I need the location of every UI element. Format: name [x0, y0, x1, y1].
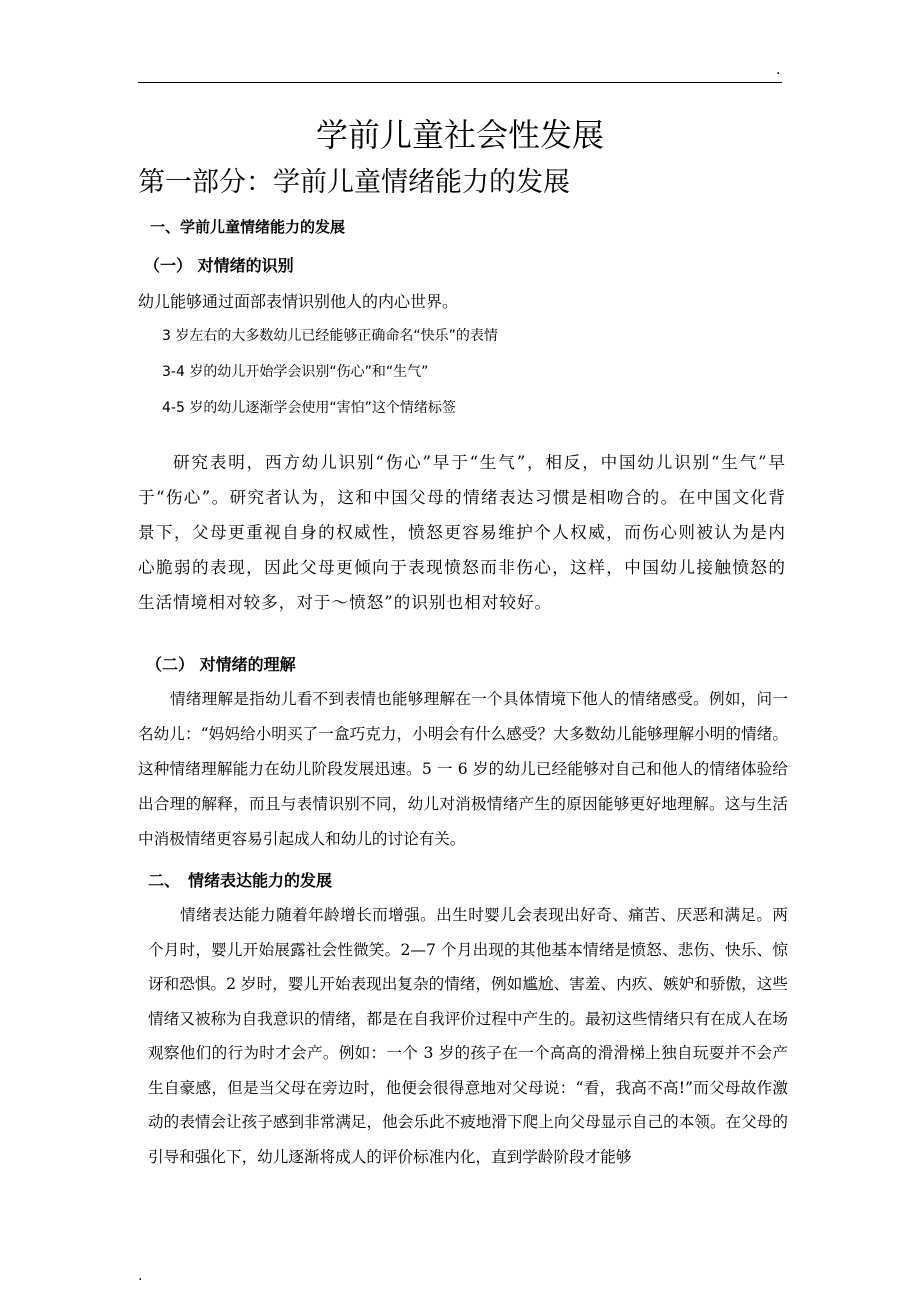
sub2-paragraph: 情绪理解是指幼儿看不到表情也能够理解在一个具体情境下他人的情绪感受。例如，问一名幼儿：“妈妈给小明买了一盒巧克力，小明会有什么感受？大多数幼儿能够理解小明的情绪。这种情绪理解能力在幼儿阶段发展迅速。5 一 6 岁的幼儿已经能够对自己和他人的情绪体验给出合理的解释，而且与表情识别不同，幼儿对消极情绪产生的原因能够更好地理解。这与生活中消极情绪更容易引起成人和幼儿的讨论有关。 [138, 690, 788, 848]
sub2-heading: （二） 对情绪的理解 [146, 655, 296, 674]
header-mark: . [776, 62, 781, 78]
footer-mark: . [138, 1268, 143, 1284]
list-item: 4-5 岁的幼儿逐渐学会使用“害怕”这个情绪标签 [162, 400, 456, 416]
sub1-heading: （一） 对情绪的识别 [144, 256, 294, 275]
section2-heading: 二、 情绪表达能力的发展 [148, 871, 333, 890]
part-heading: 第一部分：学前儿童情绪能力的发展 [138, 167, 570, 198]
document-title: 学前儿童社会性发展 [315, 116, 604, 154]
header-rule [138, 82, 782, 83]
sub1-intro: 幼儿能够通过面部表情识别他人的内心世界。 [138, 292, 459, 311]
sub1-paragraph: 研究表明，西方幼儿识别“伤心”早于“生气”，相反，中国幼儿识别“生气”早于“伤心”。研究者认为，这和中国父母的情绪表达习惯是相吻合的。在中国文化背景下，父母更重视自身的权威性，愤怒更容易维护个人权威，而伤心则被认为是内心脆弱的表现，因此父母更倾向于表现愤怒而非伤心，这样，中国幼儿接触愤怒的生活情境相对较多，对于～愤怒”的识别也相对较好。 [138, 453, 786, 612]
list-item: 3 岁左右的大多数幼儿已经能够正确命名“快乐”的表情 [162, 328, 498, 344]
list-item: 3-4 岁的幼儿开始学会识别“伤心”和“生气” [162, 364, 429, 380]
section2-paragraph: 情绪表达能力随着年龄增长而增强。出生时婴儿会表现出好奇、痛苦、厌恶和满足。两个月时，婴儿开始展露社会性微笑。2—7 个月出现的其他基本情绪是愤怒、悲伤、快乐、惊讶和恐惧。2 岁时，婴儿开始表现出复杂的情绪，例如尴尬、害羞、内疚、嫉妒和骄傲，这些情绪又被称为自我意识的情绪，都是在自我评价过程中产生的。最初这些情绪只有在成人在场观察他们的行为时才会产。例如：一个 3 岁的孩子在一个高高的滑滑梯上独自玩耍并不会产生自豪感，但是当父母在旁边时，他便会很得意地对父母说：“看，我高不高!”而父母故作激动的表情会让孩子感到非常满足，他会乐此不疲地滑下爬上向父母显示自己的本领。在父母的引导和强化下，幼儿逐渐将成人的评价标准内化，直到学龄阶段才能够 [148, 906, 788, 1166]
section1-heading: 一、学前儿童情绪能力的发展 [150, 218, 346, 236]
